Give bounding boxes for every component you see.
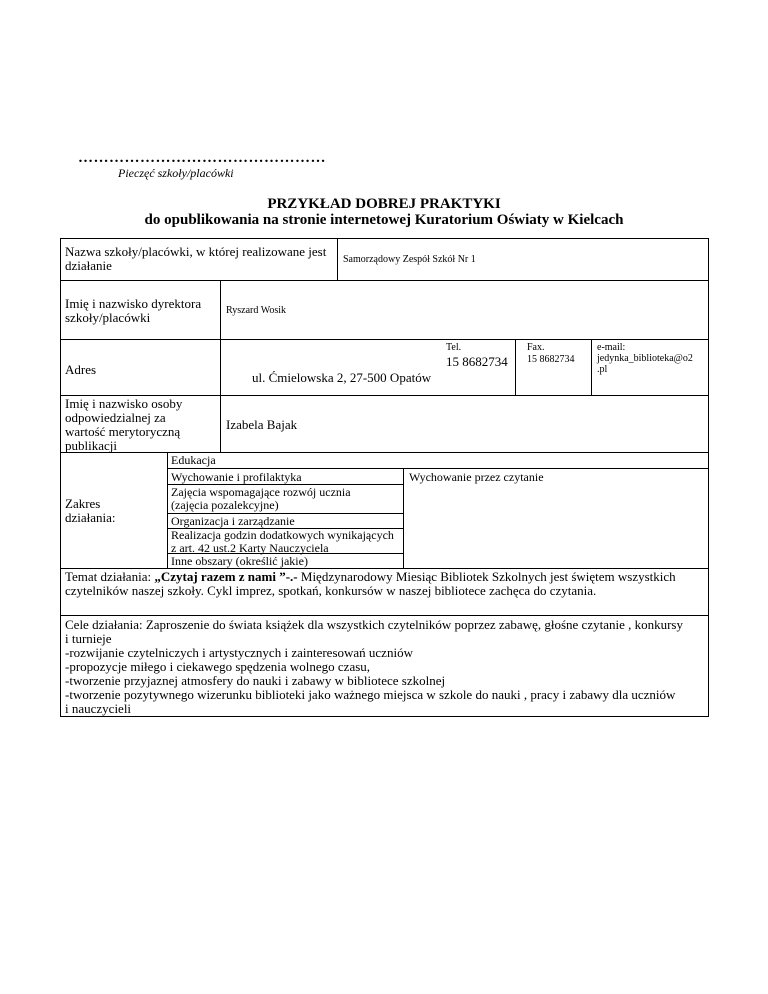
col-divider xyxy=(591,339,592,396)
school-name-value: Samorządowy Zespół Szkół Nr 1 xyxy=(343,254,476,265)
scope-education: Edukacja xyxy=(171,453,216,467)
col-divider xyxy=(337,238,338,281)
table-right-border xyxy=(708,238,709,717)
responsible-value: Izabela Bajak xyxy=(226,417,298,432)
topic-block: Temat działania: „Czytaj razem z nami ”-.- Międzynarodowy Miesiąc Bibliotek Szkolnych jest świętem wszystkich czytelników naszej szkoły. Cykl imprez, spotkań, konkursów w naszej bibliotece zachęca do czytania. xyxy=(65,569,676,598)
table-left-border xyxy=(60,238,61,717)
scope-support: Zajęcia wspomagające rozwój ucznia (zajęcia pozalekcyjne) xyxy=(171,485,351,512)
page-subtitle: do opublikowania na stronie internetowej Kuratorium Oświaty w Kielcach xyxy=(144,212,624,228)
director-label: Imię i nazwisko dyrektora szkoły/placówki xyxy=(65,296,202,325)
school-name-label: Nazwa szkoły/placówki, w której realizowane jest działanie xyxy=(65,244,327,273)
col-divider xyxy=(515,339,516,396)
scope-extra-hours: Realizacja godzin dodatkowych wynikających z art. 42 ust.2 Karty Nauczyciela xyxy=(171,528,394,555)
page-title: PRZYKŁAD DOBREJ PRAKTYKI xyxy=(267,196,501,212)
email-value: jedynka_biblioteka@o2 xyxy=(597,353,693,364)
topic-title: „Czytaj razem z nami ”-.- xyxy=(154,569,298,584)
email-label: e-mail: xyxy=(597,342,626,353)
row-divider xyxy=(167,468,709,469)
scope-upbringing: Wychowanie i profilaktyka xyxy=(171,470,302,484)
director-value: Ryszard Wosik xyxy=(226,305,286,316)
scope-organization: Organizacja i zarządzanie xyxy=(171,514,295,528)
col-divider xyxy=(167,452,168,569)
goals-block: Cele działania: Zaproszenie do świata książek dla wszystkich czytelników poprzez zabawę, głośne czytanie , konkursy i turnieje -rozwijanie czytelniczych i artystycznych i zainteresowań uczniów -propozycje miłego i ciekawego spędzenia wolnego czasu, -tworzenie przyjaznej atmosfery do nauki i zabawy w bibliotece szkolnej -tworzenie pozytywnego wizerunku biblioteki jako ważnego miejsca w szkole do nauki , pracy i zabawy dla uczniów i nauczycieli xyxy=(65,617,683,716)
address-label: Adres xyxy=(65,362,97,377)
scope-upbringing-value: Wychowanie przez czytanie xyxy=(409,470,544,484)
stamp-label: Pieczęć szkoły/placówki xyxy=(118,166,234,180)
scope-label: Zakres działania: xyxy=(65,496,116,525)
fax-label: Fax. xyxy=(527,342,545,353)
row-divider xyxy=(60,280,709,281)
tel-label: Tel. xyxy=(446,342,462,353)
email-block: e-mail: jedynka_biblioteka@o2 .pl xyxy=(597,342,693,375)
tel-value: 15 8682734 xyxy=(446,354,508,369)
table-top-border xyxy=(60,238,709,239)
responsible-label: Imię i nazwisko osoby odpowiedzialnej za wartość merytoryczną publikacji xyxy=(65,396,183,453)
fax-value: 15 8682734 xyxy=(527,354,575,365)
scope-other: Inne obszary (określić jakie) xyxy=(171,554,308,568)
row-divider xyxy=(60,615,709,616)
table-bottom-border xyxy=(60,716,709,717)
stamp-dots: ………………………………………… xyxy=(78,150,326,166)
row-divider xyxy=(440,339,709,340)
col-divider xyxy=(220,280,221,453)
address-value: ul. Ćmielowska 2, 27-500 Opatów xyxy=(252,370,432,385)
